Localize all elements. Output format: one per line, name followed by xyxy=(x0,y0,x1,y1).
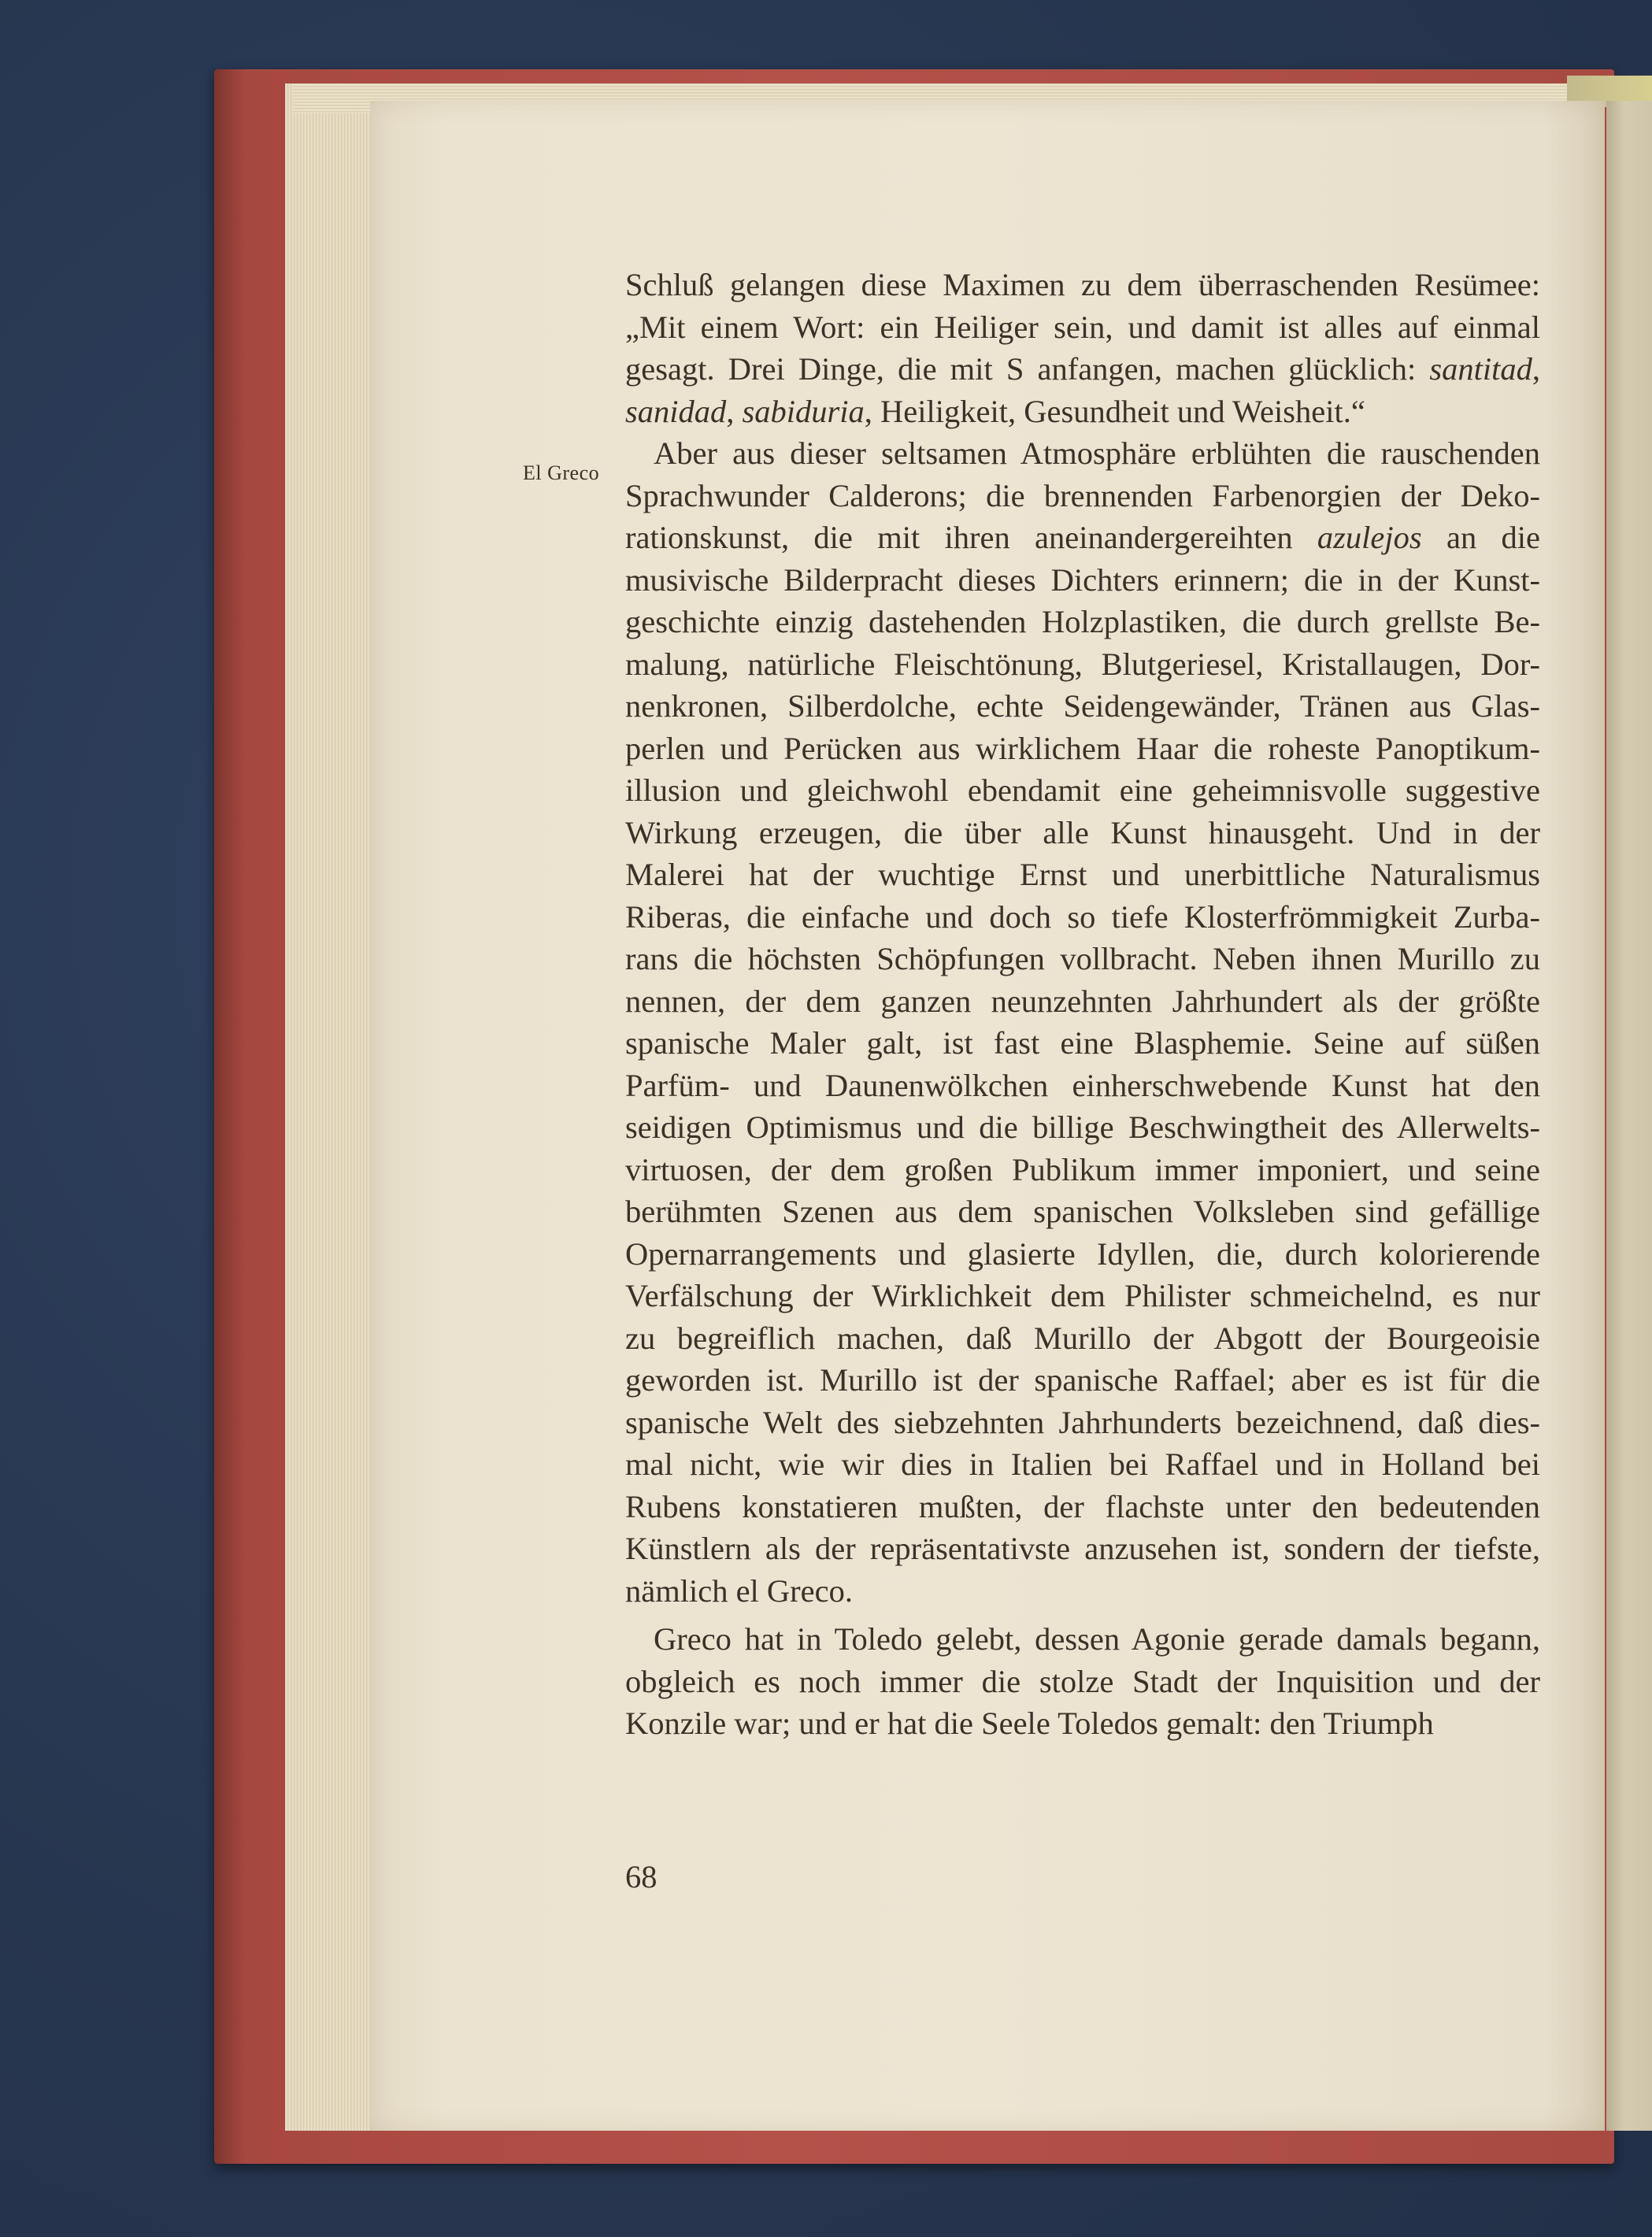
text-line: Verfälschung der Wirklichkeit dem Philister schmeichelnd, es nur xyxy=(625,1278,1540,1313)
text-line: gesagt. Drei Dinge, die mit S anfangen, machen glücklich: santitad, xyxy=(625,351,1540,387)
text-line: virtuosen, der dem großen Publikum immer imponiert, und seine xyxy=(625,1151,1540,1187)
text-line: perlen und Perücken aus wirklichem Haar die roheste Panoptikum- xyxy=(625,730,1540,766)
text-line: Riberas, die einfache und doch so tiefe Klosterfrömmigkeit Zurba- xyxy=(625,898,1540,935)
text-line: berühmten Szenen aus dem spanischen Volksleben sind gefällige xyxy=(625,1194,1540,1229)
text-line: Rubens konstatieren mußten, der flachste unter den bedeutenden xyxy=(625,1488,1540,1524)
margin-heading: El Greco xyxy=(523,461,600,484)
text-line: malung, natürliche Fleischtönung, Blutgeriesel, Kristallaugen, Dor- xyxy=(625,646,1540,682)
text-line: Sprachwunder Calderons; die brennenden Farbenorgien der Deko- xyxy=(625,477,1540,513)
text-line: nenkronen, Silberdolche, echte Seidengewänder, Tränen aus Glas- xyxy=(625,688,1540,724)
paragraph xyxy=(625,432,1540,1612)
body-text xyxy=(625,264,1540,1745)
text-line: Künstlern als der repräsentativste anzusehen ist, sondern der tiefste, xyxy=(625,1531,1540,1566)
text-line: spanische Maler galt, ist fast eine Blasphemie. Seine auf süßen xyxy=(625,1025,1540,1061)
text-line: seidigen Optimismus und die billige Beschwingtheit des Allerwelts- xyxy=(625,1109,1540,1145)
text-line: Konzile war; und er hat die Seele Toledos gemalt: den Triumph xyxy=(625,1706,1434,1741)
text-line: Opernarrangements und glasierte Idyllen, die, durch kolorierende xyxy=(625,1235,1540,1272)
text-line: rans die höchsten Schöpfungen vollbracht. Neben ihnen Murillo zu xyxy=(625,941,1540,976)
cover-spine-shadow xyxy=(214,69,246,2164)
text-line: nämlich el Greco. xyxy=(625,1572,853,1609)
text-line: nennen, der dem ganzen neunzehnten Jahrhundert als der größte xyxy=(625,983,1540,1019)
paragraph xyxy=(625,1618,1540,1745)
text-line: Aber aus dieser seltsamen Atmosphäre erblühten die rauschenden xyxy=(654,435,1540,471)
paragraph xyxy=(625,264,1540,432)
text-line: rationskunst, die mit ihren aneinandergereihten azulejos an die xyxy=(625,520,1540,555)
text-line: mal nicht, wie wir dies in Italien bei Raffael und in Holland bei xyxy=(625,1446,1540,1482)
text-line: spanische Welt des siebzehnten Jahrhunderts bezeichnend, daß dies- xyxy=(625,1404,1540,1440)
text-line: obgleich es noch immer die stolze Stadt der Inquisition und der xyxy=(625,1663,1540,1699)
text-line: Parfüm- und Daunenwölkchen einherschwebende Kunst hat den xyxy=(625,1067,1540,1103)
text-line: illusion und gleichwohl ebendamit eine geheimnisvolle suggestive xyxy=(625,772,1540,808)
page-stack-edge xyxy=(285,83,380,2131)
page-number: 68 xyxy=(625,1859,657,1894)
text-line: Schluß gelangen diese Maximen zu dem überraschenden Resümee: xyxy=(625,267,1540,302)
text-line: sanidad, sabiduria, Heiligkeit, Gesundheit und Weisheit.“ xyxy=(625,393,1365,429)
text-line: Wirkung erzeugen, die über alle Kunst hinausgeht. Und in der xyxy=(625,814,1540,850)
text-line: Malerei hat der wuchtige Ernst und unerbittliche Naturalismus xyxy=(625,857,1540,892)
text-line: musivische Bilderpracht dieses Dichters erinnern; die in der Kunst- xyxy=(625,561,1540,598)
text-line: geworden ist. Murillo ist der spanische Raffael; aber es ist für die xyxy=(625,1362,1540,1398)
text-line: geschichte einzig dastehenden Holzplastiken, die durch grellste Be- xyxy=(625,604,1540,639)
facing-page-edge xyxy=(1606,101,1652,2131)
text-line: „Mit einem Wort: ein Heiliger sein, und damit ist alles auf einmal xyxy=(625,309,1540,345)
text-line: Greco hat in Toledo gelebt, dessen Agonie gerade damals begann, xyxy=(654,1621,1540,1657)
text-line: zu begreiflich machen, daß Murillo der Abgott der Bourgeoisie xyxy=(625,1320,1540,1356)
